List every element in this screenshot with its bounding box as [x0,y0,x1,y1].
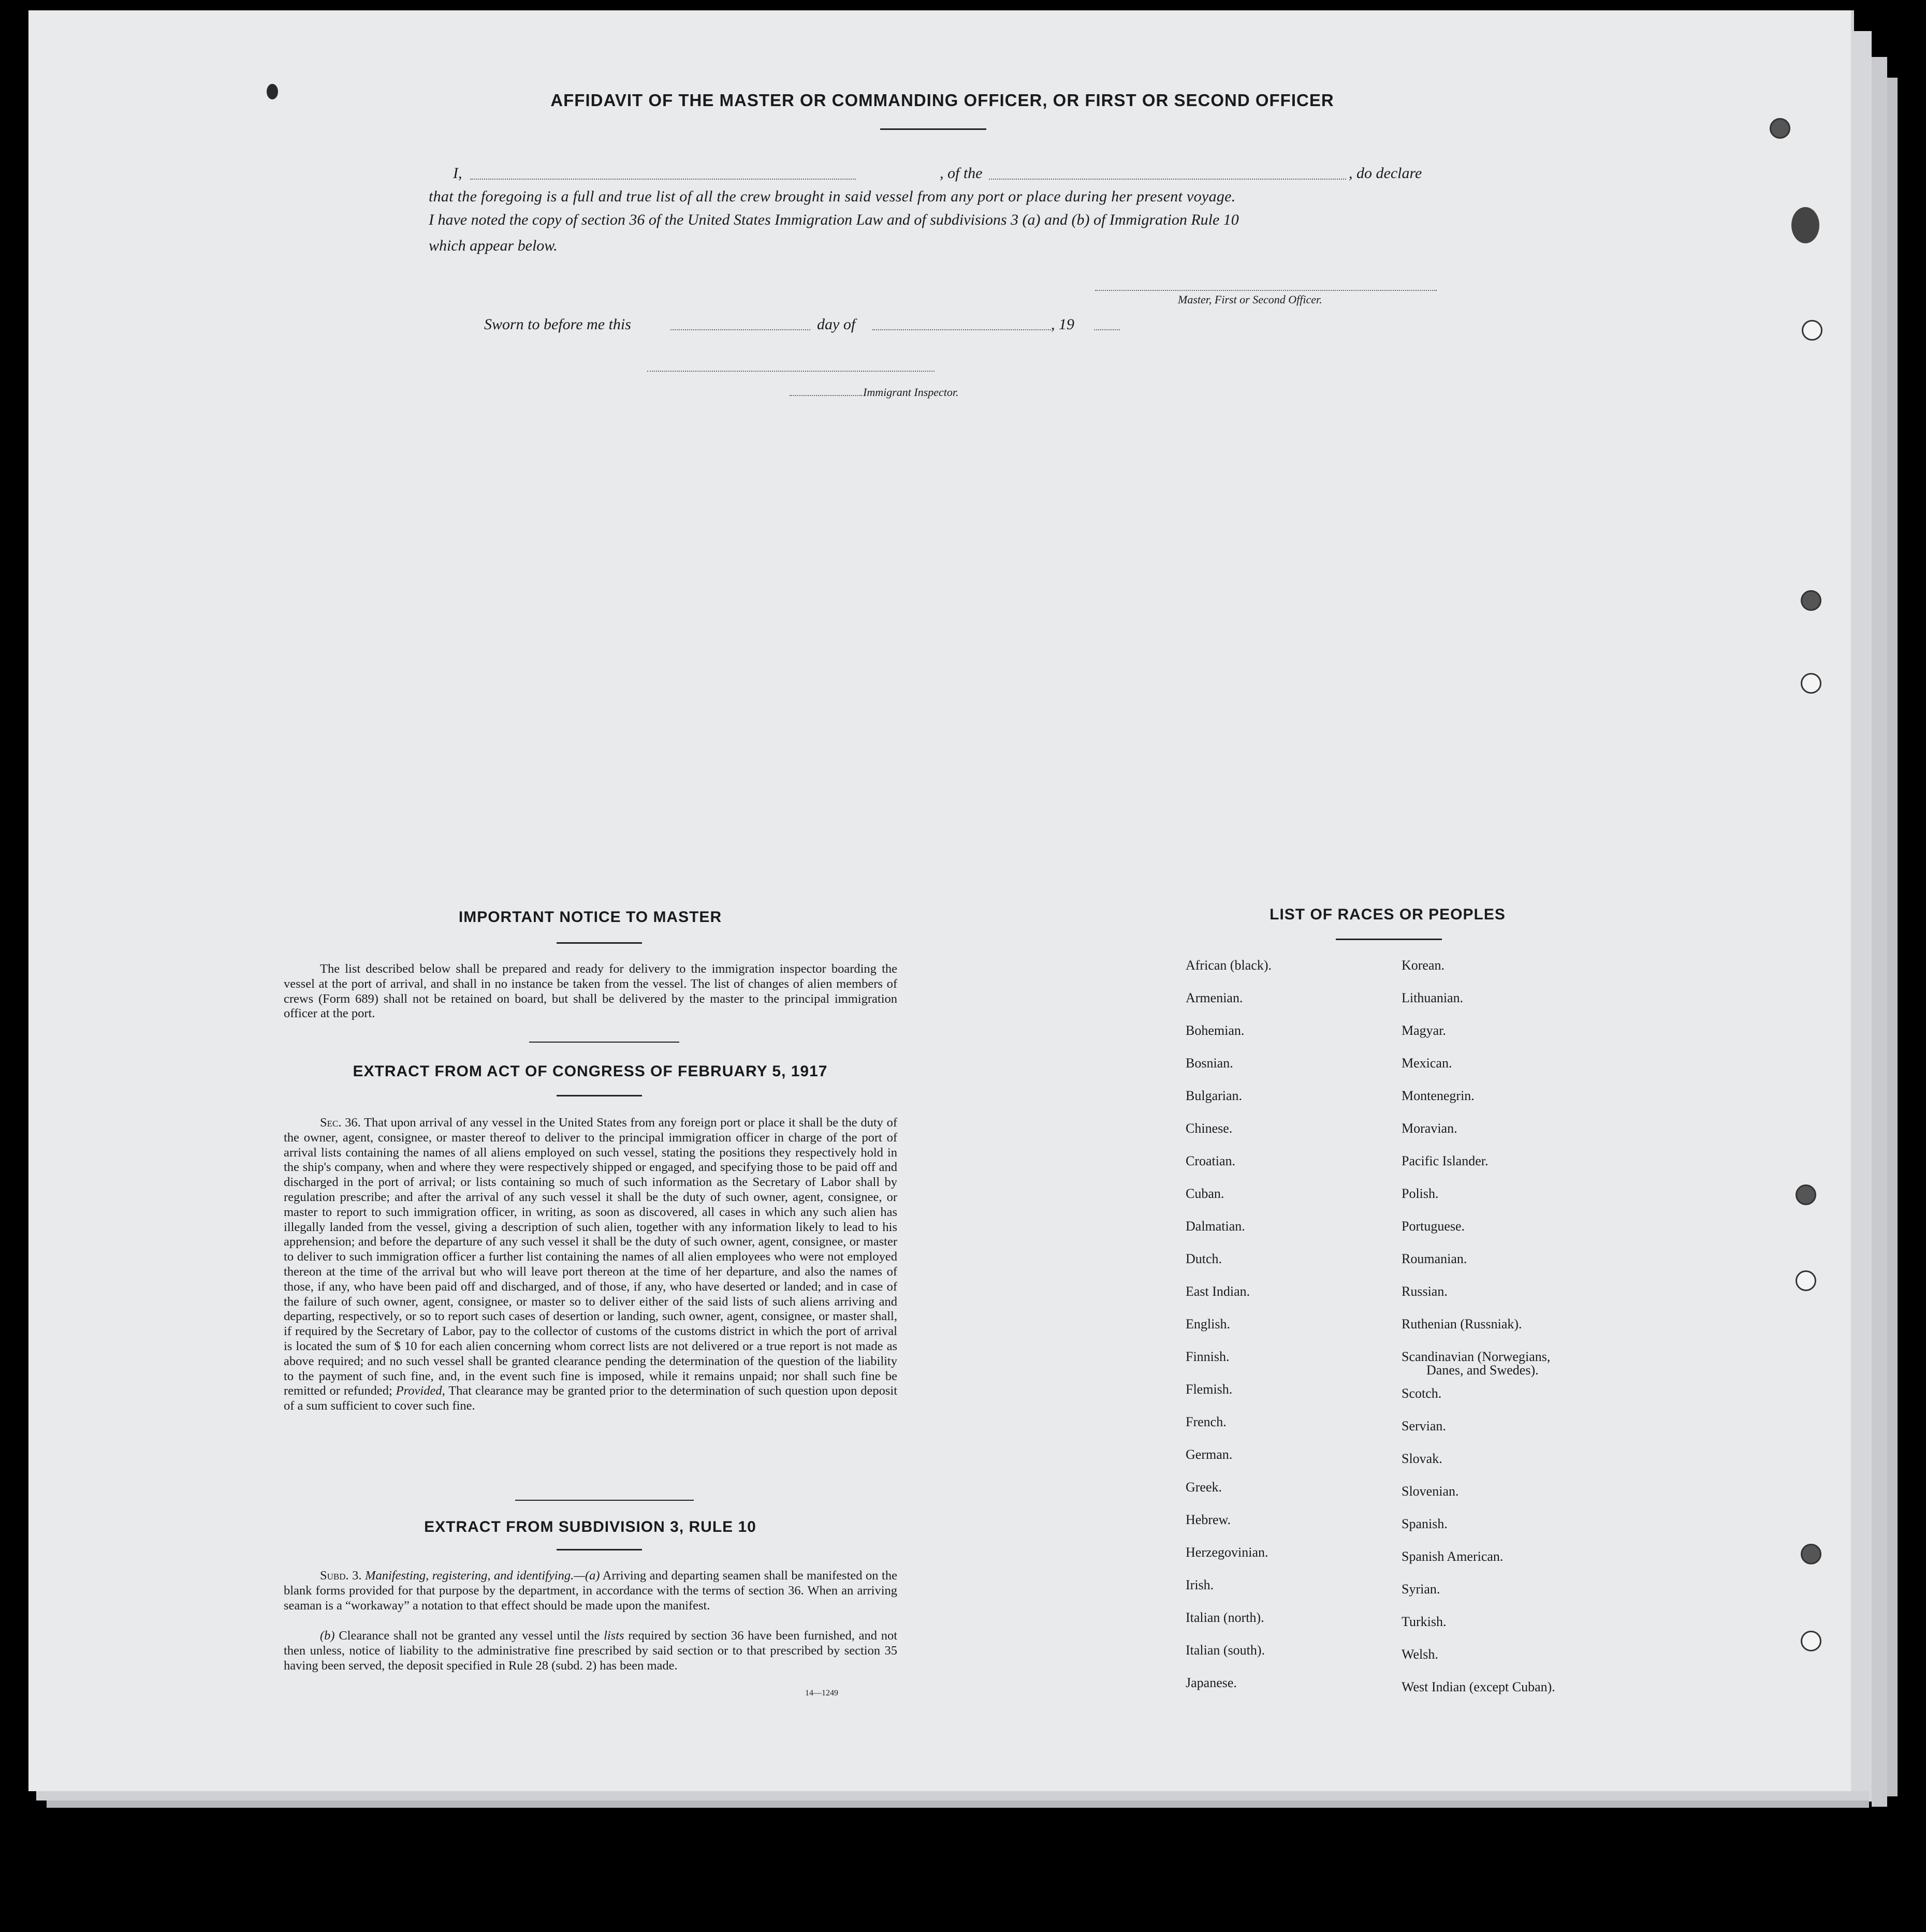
race-item: Bosnian. [1186,1056,1233,1071]
act-text [284,1116,897,1414]
race-item: Moravian. [1402,1121,1457,1136]
race-item: German. [1186,1447,1233,1462]
race-item: Italian (north). [1186,1610,1264,1625]
binder-hole [1801,590,1821,611]
race-item: Hebrew. [1186,1512,1231,1527]
race-item: Welsh. [1402,1647,1438,1662]
sworn-text: Sworn to before me this [484,316,631,333]
rule-title: EXTRACT FROM SUBDIVISION 3, RULE 10 [424,1518,756,1535]
vessel-blank[interactable] [989,179,1346,180]
sworn-day-blank[interactable] [670,329,810,330]
page-edge [1872,57,1887,1807]
race-item: Scandinavian (Norwegians, [1402,1349,1551,1364]
race-item: Herzegovinian. [1186,1545,1268,1560]
notice-text [284,962,897,1021]
race-item: Chinese. [1186,1121,1233,1136]
race-item: Cuban. [1186,1186,1224,1201]
race-item: Dutch. [1186,1251,1222,1266]
ink-blot [1791,207,1819,243]
rule-body-b1: Clearance shall not be granted any vessel until the [339,1629,600,1643]
rule-rule [557,1549,642,1550]
affidavit-i: I, [453,165,462,182]
act-title: EXTRACT FROM ACT OF CONGRESS OF FEBRUARY 5, 1917 [353,1063,828,1080]
race-item: Armenian. [1186,990,1243,1005]
binder-hole [1796,1184,1816,1205]
race-item: English. [1186,1316,1230,1331]
race-item: Mexican. [1402,1056,1452,1071]
race-item: West Indian (except Cuban). [1402,1679,1555,1694]
rule-body-b2: required by section 36 have been furnished, and not then unless, notice of liability to the administrative fine prescribed by said section or to that prescribed by section 35 having been served, the deposit specified in Rule 28 (subd. 2) has been made. [284,1629,898,1673]
act-provided: Provided, [396,1384,445,1398]
race-item: Pacific Islander. [1402,1153,1489,1168]
race-item: Irish. [1186,1577,1214,1592]
act-body: That upon arrival of any vessel in the United States from any foreign port or place it shall be the duty of the owner, agent, consignee, or master thereof to deliver to the principal immigration officer in charge of the port of arrival lists containing the names of all aliens employed on such vessel, stating the positions they respectively hold in the ship's company, when and where they were respectively shipped or engaged, and specifying those to be paid off and discharged in the port of arrival; or lists containing so much of such information as the Secretary of Labor shall by regulation prescribe; and after the arrival of any such vessel it shall be the duty of such owner, agent, consignee, or master to report to such immigration officer, in writing, as soon as discovered, all cases in which any such alien has illegally landed from the vessel, giving a description of such alien, together with any information likely to lead to his apprehension; and before the departure of any such vessel it shall be the duty of such owner, agent, consignee, or master to deliver to such immigration officer a further list containing the names of all alien employees who were not employed thereon at the time of the arrival but who will leave port thereon at the time of her departure, and also the names of those, if any, who have been paid off and discharged, and of those, if any, who have deserted or landed; and in case of the failure of such owner, agent, consignee, or master so to deliver either of the said lists of such aliens arriving and departing, respectively, or so to report such cases of desertion or landing, such owner, agent, consignee, or master shall, if required by the Secretary of Labor, pay to the collector of customs of the customs district in which the port of arrival is located the sum of $ 10 for each alien concerning whom correct lists are not delivered or a true report is not made as above required; and no such vessel shall be granted clearance pending the determination of the question of the liability to the payment of such fine, and, in the event such fine is imposed, while it remains unpaid; nor shall such fine be remitted or refunded; [284,1116,897,1398]
race-item: Lithuanian. [1402,990,1464,1005]
binder-hole [1770,118,1790,139]
race-item: Spanish. [1402,1516,1448,1531]
race-item: Spanish American. [1402,1549,1504,1564]
page-edge [47,1801,1869,1808]
inspector-label: Immigrant Inspector. [863,386,959,399]
binder-hole [1801,1544,1821,1564]
races-title: LIST OF RACES OR PEOPLES [1270,906,1506,923]
inspector-signature-blank[interactable] [647,371,935,372]
sworn-day-of: day of [817,316,856,333]
race-item: French. [1186,1414,1227,1429]
race-item: Montenegrin. [1402,1088,1475,1103]
race-item: Bohemian. [1186,1023,1245,1038]
section-divider [515,1500,694,1501]
race-item: Bulgarian. [1186,1088,1243,1103]
act-body-end: That clearance may be granted prior to the determination of such question upon deposit of a sum sufficient to cover such fine. [284,1384,898,1413]
binder-hole [1796,1270,1816,1291]
act-sec-label: Sec. 36. [320,1116,361,1130]
race-item: Croatian. [1186,1153,1236,1168]
binder-hole [1802,320,1822,341]
binder-hole [1801,1631,1821,1651]
race-item: Russian. [1402,1284,1448,1299]
page-edge [1887,78,1898,1796]
race-item: East Indian. [1186,1284,1250,1299]
race-item: Polish. [1402,1186,1439,1201]
notice-title: IMPORTANT NOTICE TO MASTER [458,909,722,926]
binder-hole [1801,673,1821,694]
rule-body-a: Arriving and departing seamen shall be manifested on the blank forms provided for that purpose by the department, in accordance with the terms of section 36. When an arriving seaman is a “workaway” a notation to that effect should be made upon the manifest. [284,1569,897,1613]
race-item: Slovenian. [1402,1484,1459,1499]
notice-rule [557,942,642,944]
race-item: African (black). [1186,958,1272,973]
title-rule [880,128,986,130]
race-item: Syrian. [1402,1582,1440,1597]
sworn-month-blank[interactable] [872,329,1051,330]
name-blank[interactable] [470,179,856,180]
affidavit-of-the: , of the [940,165,983,182]
rule-lists-word: lists [604,1629,624,1643]
section-divider [529,1042,679,1043]
signature-blank[interactable] [1095,290,1437,291]
sworn-year-blank[interactable] [1094,329,1120,330]
affidavit-title: AFFIDAVIT OF THE MASTER OR COMMANDING OFFICER, OR FIRST OR SECOND OFFICER [550,91,1334,110]
race-item: Flemish. [1186,1382,1233,1397]
race-item: Turkish. [1402,1614,1447,1629]
race-item: Korean. [1402,958,1445,973]
race-item: Finnish. [1186,1349,1230,1364]
race-item-continuation: Danes, and Swedes). [1426,1363,1539,1378]
form-number: 14—1249 [805,1689,838,1697]
race-item: Roumanian. [1402,1251,1467,1266]
affidavit-declare: , do declare [1349,165,1422,182]
race-item: Ruthenian (Russniak). [1402,1316,1522,1331]
race-item: Italian (south). [1186,1643,1265,1658]
ink-blot [267,84,278,99]
page-edge [1851,31,1872,1802]
race-item: Scotch. [1402,1386,1442,1401]
rule-text-b [284,1629,897,1673]
race-item: Magyar. [1402,1023,1446,1038]
race-item: Slovak. [1402,1451,1442,1466]
affidavit-line2: that the foregoing is a full and true list of all the crew brought in said vessel from any port or place during her present voyage. [429,188,1236,205]
rule-b-label: (b) [320,1629,335,1643]
page-edge [36,1791,1869,1801]
race-item: Greek. [1186,1480,1222,1495]
races-rule [1336,939,1442,940]
inspector-dots [790,395,862,396]
act-rule [557,1095,642,1096]
race-item: Dalmatian. [1186,1219,1245,1234]
affidavit-line3: I have noted the copy of section 36 of the United States Immigration Law and of subdivisions 3 (a) and (b) of Immigration Rule 10 [429,211,1239,228]
race-item: Portuguese. [1402,1219,1465,1234]
notice-body: The list described below shall be prepared and ready for delivery to the immigration inspector boarding the vessel at the port of arrival, and shall in no instance be taken from the vessel. The list of changes of alien members of crews (Form 689) shall not be retained on board, but shall be delivered by the master to the principal immigration officer at the port. [284,962,897,1021]
signature-label: Master, First or Second Officer. [1178,293,1322,306]
rule-text-a [284,1569,897,1613]
sworn-year: , 19 [1051,316,1074,333]
race-item: Servian. [1402,1418,1446,1433]
rule-subd-label: Subd. 3. [320,1569,362,1583]
affidavit-line4: which appear below. [429,237,558,254]
rule-subd-heading: Manifesting, registering, and identifying.—(a) [365,1569,600,1583]
race-item: Japanese. [1186,1675,1237,1690]
